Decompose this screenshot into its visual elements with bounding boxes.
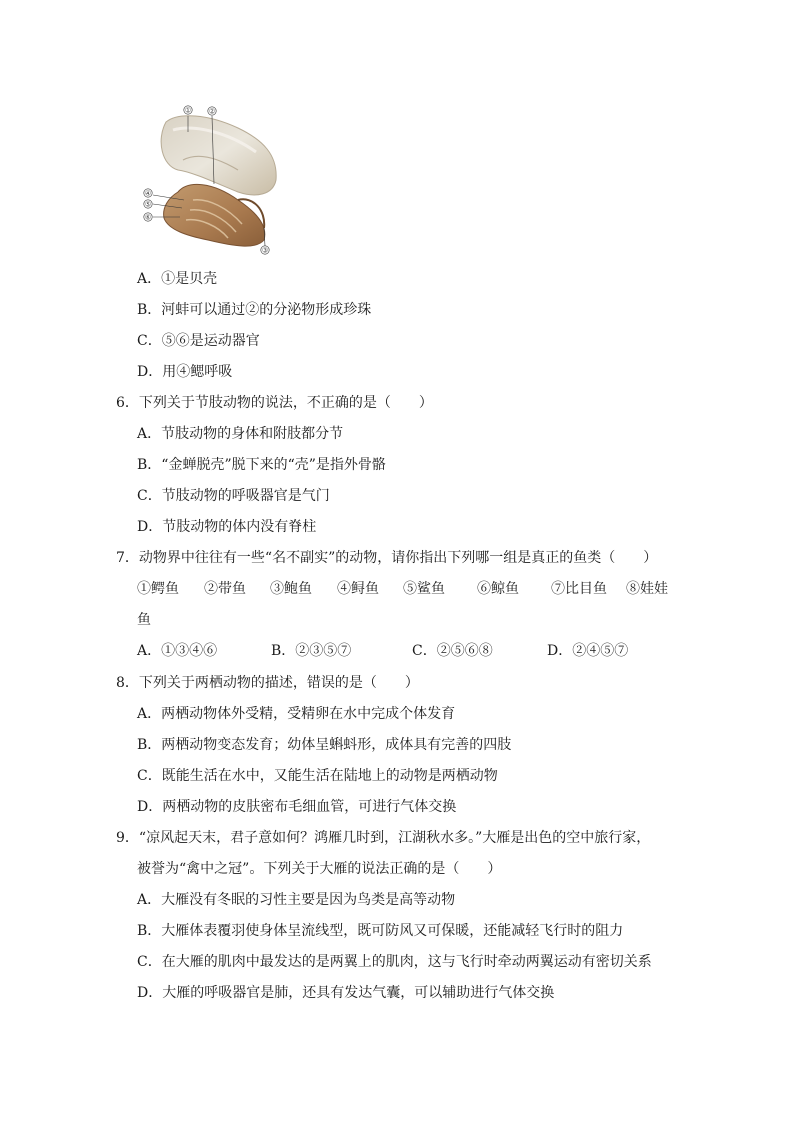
- q9-stem-line1: 9．“凉风起天末，君子意如何？鸿雁几时到，江湖秋水多。”大雁是出色的空中旅行家，: [116, 830, 651, 846]
- q5-option-c[interactable]: C．⑤⑥是运动器官: [137, 333, 260, 349]
- q7-item-4: ④鲟鱼: [337, 581, 379, 597]
- label-1: ①: [184, 106, 192, 115]
- q7-option-d[interactable]: D．②④⑤⑦: [547, 643, 629, 659]
- q7-stem: 7．动物界中往往有一些“名不副实”的动物，请你指出下列哪一组是真正的鱼类（ ）: [116, 550, 658, 566]
- q9-option-a[interactable]: A．大雁没有冬眠的习性主要是因为鸟类是高等动物: [137, 892, 456, 908]
- q8-option-c[interactable]: C．既能生活在水中，又能生活在陆地上的动物是两栖动物: [137, 768, 498, 784]
- q8-option-a[interactable]: A．两栖动物体外受精，受精卵在水中完成个体发育: [137, 706, 456, 722]
- q5-option-d[interactable]: D．用④鳃呼吸: [137, 364, 233, 380]
- q7-item-3: ③鲍鱼: [270, 581, 312, 597]
- q7-item-wrap: 鱼: [137, 612, 151, 628]
- q6-option-a[interactable]: A．节肢动物的身体和附肢都分节: [137, 426, 344, 442]
- q5-option-b[interactable]: B．河蚌可以通过②的分泌物形成珍珠: [137, 302, 372, 318]
- q6-option-c[interactable]: C．节肢动物的呼吸器官是气门: [137, 488, 330, 504]
- q7-option-c[interactable]: C．②⑤⑥⑧: [412, 643, 493, 659]
- q6-stem: 6．下列关于节肢动物的说法，不正确的是（ ）: [116, 395, 433, 411]
- label-6: ⑥: [144, 213, 152, 222]
- q7-item-1: ①鳄鱼: [137, 581, 179, 597]
- q9-option-c[interactable]: C．在大雁的肌肉中最发达的是两翼上的肌肉，这与飞行时牵动两翼运动有密切关系: [137, 954, 652, 970]
- q9-stem-line2: 被誉为“禽中之冠”。下列关于大雁的说法正确的是（ ）: [137, 861, 502, 877]
- q7-item-7: ⑦比目鱼: [551, 581, 607, 597]
- q5-option-a[interactable]: A．①是贝壳: [137, 271, 218, 287]
- label-4: ④: [144, 189, 152, 198]
- q7-item-2: ②带鱼: [204, 581, 246, 597]
- q9-option-b[interactable]: B．大雁体表覆羽使身体呈流线型，既可防风又可保暖，还能减轻飞行时的阻力: [137, 923, 624, 939]
- q8-option-b[interactable]: B．两栖动物变态发育；幼体呈蝌蚪形，成体具有完善的四肢: [137, 737, 512, 753]
- q8-stem: 8．下列关于两栖动物的描述，错误的是（ ）: [116, 675, 419, 691]
- q7-option-a[interactable]: A．①③④⑥: [137, 643, 218, 659]
- q7-item-5: ⑤鲨鱼: [403, 581, 445, 597]
- label-5: ⑤: [144, 200, 152, 209]
- q6-option-d[interactable]: D．节肢动物的体内没有脊柱: [137, 519, 317, 535]
- label-3: ③: [261, 246, 269, 255]
- q9-option-d[interactable]: D．大雁的呼吸器官是肺，还具有发达气囊，可以辅助进行气体交换: [137, 985, 555, 1001]
- label-2: ②: [208, 107, 216, 116]
- clam-figure: [138, 100, 278, 260]
- q6-option-b[interactable]: B．“金蝉脱壳”脱下来的“壳”是指外骨骼: [137, 457, 386, 473]
- q7-item-8: ⑧娃娃: [626, 581, 668, 597]
- q7-item-6: ⑥鲸鱼: [477, 581, 519, 597]
- q8-option-d[interactable]: D．两栖动物的皮肤密布毛细血管，可进行气体交换: [137, 799, 457, 815]
- q7-option-b[interactable]: B．②③⑤⑦: [271, 643, 352, 659]
